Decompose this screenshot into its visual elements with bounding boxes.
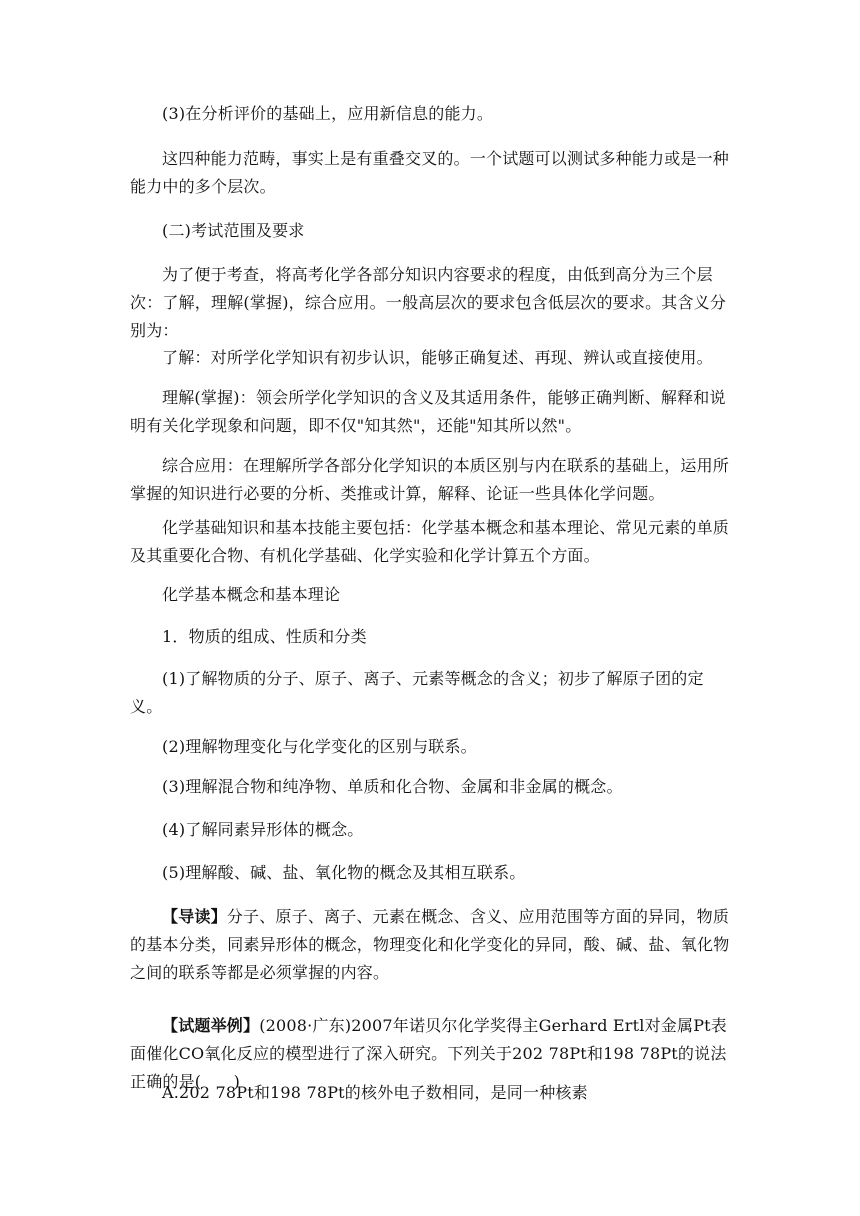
example-label: 【试题举例】	[162, 1016, 260, 1035]
paragraph-item-4: (4)了解同素异形体的概念。	[162, 820, 364, 839]
paragraph-item-2: (2)理解物理变化与化学变化的区别与联系。	[162, 737, 477, 756]
guide-text: 分子、原子、离子、元素在概念、含义、应用范围等方面的异同，物质的基本分类，同素异形体的概念，物理变化和化学变化的异同，酸、碱、盐、氧化物之间的联系等都是必须掌握的内容。	[130, 907, 730, 982]
paragraph-item-5: (5)理解酸、碱、盐、氧化物的概念及其相互联系。	[162, 863, 526, 882]
paragraph-guide	[130, 903, 732, 987]
paragraph-comprehend: 理解(掌握)：领会所学化学知识的含义及其适用条件，能够正确判断、解释和说明有关化学现象和问题，即不仅"知其然"，还能"知其所以然"。	[130, 388, 726, 435]
paragraph-levels-intro: 为了便于考查，将高考化学各部分知识内容要求的程度，由低到高分为三个层次：了解，理解(掌握)，综合应用。一般高层次的要求包含低层次的要求。其含义分别为：	[130, 265, 727, 340]
example-text: (2008·广东)2007年诺贝尔化学奖得主Gerhard Ertl对金属Pt表面催化CO氧化反应的模型进行了深入研究。下列关于202 78Pt和198 78Pt的说法正确的是( )	[130, 1016, 728, 1091]
paragraph-item-3: (3)理解混合物和纯净物、单质和化合物、金属和非金属的概念。	[162, 777, 623, 796]
section-heading-scope: (二)考试范围及要求	[162, 221, 305, 240]
paragraph-item-1: (1)了解物质的分子、原子、离子、元素等概念的含义；初步了解原子团的定义。	[130, 669, 704, 716]
section-heading-concepts: 化学基本概念和基本理论	[162, 585, 341, 604]
paragraph-ability-overlap: 这四种能力范畴，事实上是有重叠交叉的。一个试题可以测试多种能力或是一种能力中的多个层次。	[130, 149, 730, 196]
paragraph-apply: 综合应用：在理解所学各部分化学知识的本质区别与内在联系的基础上，运用所掌握的知识进行必要的分析、类推或计算，解释、论证一些具体化学问题。	[130, 456, 730, 503]
paragraph-ability-3: (3)在分析评价的基础上，应用新信息的能力。	[162, 104, 494, 123]
option-a: A.202 78Pt和198 78Pt的核外电子数相同，是同一种核素	[162, 1083, 588, 1102]
subsection-heading-matter: 1．物质的组成、性质和分类	[162, 627, 367, 646]
paragraph-understand-basic: 了解：对所学化学知识有初步认识，能够正确复述、再现、辨认或直接使用。	[162, 348, 713, 367]
paragraph-basics-scope: 化学基础知识和基本技能主要包括：化学基本概念和基本理论、常见元素的单质及其重要化合物、有机化学基础、化学实验和化学计算五个方面。	[130, 518, 730, 565]
guide-label: 【导读】	[162, 907, 227, 926]
